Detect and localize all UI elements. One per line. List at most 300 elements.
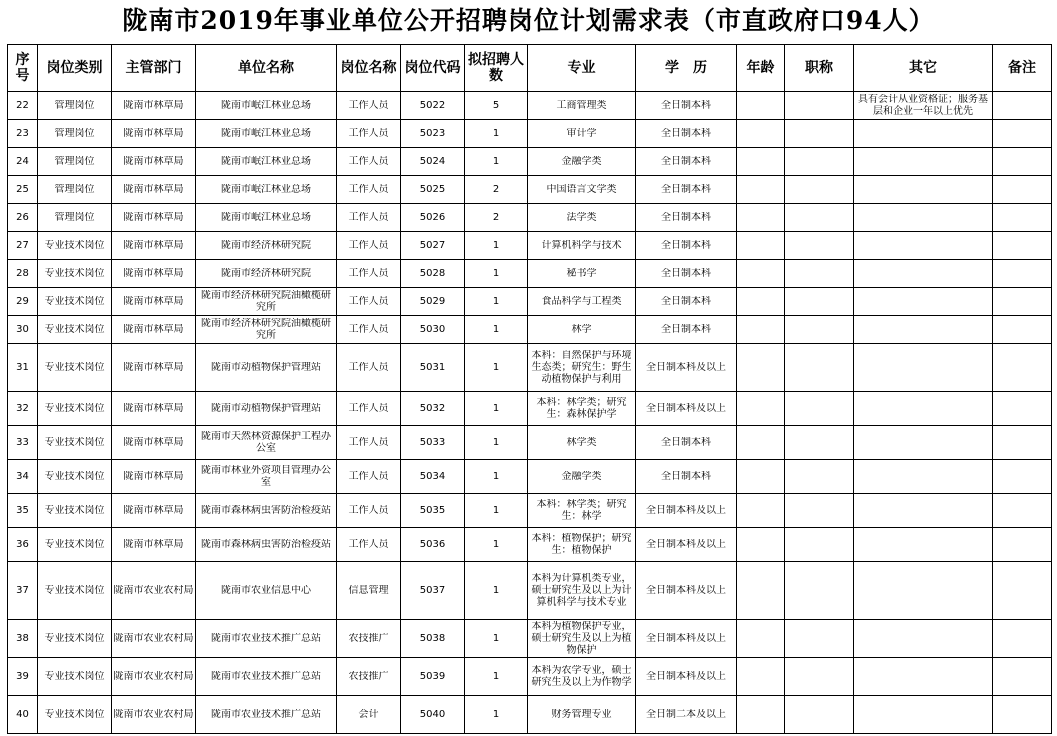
cell-major-text: 计算机科学与技术: [541, 239, 622, 251]
cell-code-text: 5039: [419, 670, 446, 682]
cell-code-text: 5025: [419, 183, 446, 195]
cell-age: [737, 620, 785, 658]
cell-major-text: 本科：自然保护与环境生态类；研究生：野生动植物保护与利用: [531, 349, 632, 385]
header-position: 岗位名称: [337, 45, 401, 92]
cell-unit-text: 陇南市农业信息中心: [221, 584, 311, 596]
cell-code: [401, 392, 465, 426]
cell-title: [785, 288, 854, 316]
cell-education-text: 全日制本科: [661, 295, 711, 307]
cell-remark: [993, 620, 1052, 658]
cell-title: [785, 176, 854, 204]
cell-education-text: 全日制本科及以上: [646, 670, 726, 682]
cell-position: [337, 344, 401, 392]
cell-major: [528, 260, 636, 288]
cell-education-text: 全日制本科及以上: [646, 584, 726, 596]
cell-age: [737, 148, 785, 176]
cell-no: [8, 426, 38, 460]
cell-category: [38, 562, 112, 620]
cell-dept-text: 陇南市林草局: [123, 295, 184, 307]
table-row: [8, 176, 1052, 204]
cell-age: [737, 316, 785, 344]
cell-remark: [993, 426, 1052, 460]
cell-category: [38, 120, 112, 148]
cell-major: [528, 426, 636, 460]
cell-other: [854, 120, 993, 148]
cell-education: [636, 460, 737, 494]
cell-education: [636, 528, 737, 562]
header-no: 序号: [8, 45, 38, 92]
cell-no-text: 39: [16, 670, 29, 682]
cell-major-text: 中国语言文学类: [546, 183, 617, 195]
cell-position: [337, 562, 401, 620]
cell-no: [8, 460, 38, 494]
cell-remark: [993, 288, 1052, 316]
cell-code: [401, 620, 465, 658]
cell-other: [854, 658, 993, 696]
cell-count: [465, 288, 528, 316]
cell-count: [465, 528, 528, 562]
cell-count-text: 1: [492, 323, 500, 335]
cell-education-text: 全日制二本及以上: [646, 708, 726, 720]
cell-no: [8, 316, 38, 344]
cell-category-text: 专业技术岗位: [44, 584, 105, 596]
cell-position: [337, 426, 401, 460]
cell-major-text: 工商管理类: [556, 99, 607, 111]
cell-remark: [993, 92, 1052, 120]
cell-code-text: 5030: [419, 323, 446, 335]
cell-category: [38, 288, 112, 316]
cell-code-text: 5033: [419, 436, 446, 448]
cell-count: [465, 426, 528, 460]
cell-unit: [196, 232, 337, 260]
cell-education: [636, 344, 737, 392]
cell-code: [401, 120, 465, 148]
cell-dept: [112, 426, 196, 460]
table-row: [8, 148, 1052, 176]
cell-unit: [196, 260, 337, 288]
cell-dept-text: 陇南市农业农村局: [113, 708, 194, 720]
cell-category-text: 专业技术岗位: [44, 670, 105, 682]
cell-education-text: 全日制本科及以上: [646, 538, 726, 550]
table-row: [8, 562, 1052, 620]
cell-title: [785, 232, 854, 260]
table-row: [8, 460, 1052, 494]
cell-other: [854, 260, 993, 288]
cell-major: [528, 658, 636, 696]
cell-position-text: 工作人员: [348, 504, 389, 516]
table-row: [8, 528, 1052, 562]
cell-no-text: 34: [16, 470, 29, 482]
cell-category-text: 专业技术岗位: [44, 538, 105, 550]
cell-other: [854, 562, 993, 620]
cell-unit: [196, 176, 337, 204]
cell-education: [636, 260, 737, 288]
cell-dept: [112, 528, 196, 562]
cell-category-text: 专业技术岗位: [44, 402, 105, 414]
cell-code: [401, 344, 465, 392]
cell-remark: [993, 260, 1052, 288]
cell-code: [401, 176, 465, 204]
cell-dept-text: 陇南市林草局: [123, 183, 184, 195]
table-row: [8, 120, 1052, 148]
cell-category: [38, 344, 112, 392]
cell-no-text: 40: [16, 708, 29, 720]
cell-category-text: 专业技术岗位: [44, 323, 105, 335]
cell-no-text: 23: [16, 127, 29, 139]
cell-position: [337, 392, 401, 426]
cell-no-text: 22: [16, 99, 29, 111]
cell-dept-text: 陇南市林草局: [123, 470, 184, 482]
cell-count-text: 1: [492, 436, 500, 448]
cell-count: [465, 92, 528, 120]
cell-code: [401, 204, 465, 232]
cell-category: [38, 494, 112, 528]
cell-major-text: 财务管理专业: [551, 708, 612, 720]
cell-dept-text: 陇南市林草局: [123, 436, 184, 448]
table-row: [8, 92, 1052, 120]
cell-code: [401, 92, 465, 120]
cell-no-text: 38: [16, 632, 29, 644]
cell-title: [785, 620, 854, 658]
header-major: 专业: [528, 45, 636, 92]
cell-count-text: 1: [492, 670, 500, 682]
cell-major: [528, 562, 636, 620]
cell-no-text: 28: [16, 267, 29, 279]
cell-dept-text: 陇南市林草局: [123, 504, 184, 516]
cell-count: [465, 176, 528, 204]
cell-major: [528, 392, 636, 426]
cell-other: [854, 344, 993, 392]
cell-remark: [993, 494, 1052, 528]
cell-education: [636, 658, 737, 696]
cell-no: [8, 344, 38, 392]
cell-age: [737, 288, 785, 316]
cell-code-text: 5037: [419, 584, 446, 596]
table-row: [8, 392, 1052, 426]
cell-code: [401, 696, 465, 734]
table-row: [8, 288, 1052, 316]
cell-no-text: 36: [16, 538, 29, 550]
cell-category: [38, 528, 112, 562]
cell-age: [737, 392, 785, 426]
cell-count: [465, 120, 528, 148]
cell-count-text: 1: [492, 239, 500, 251]
cell-code: [401, 232, 465, 260]
cell-other: [854, 426, 993, 460]
cell-no: [8, 562, 38, 620]
cell-category: [38, 392, 112, 426]
cell-dept-text: 陇南市林草局: [123, 538, 184, 550]
cell-unit-text: 陇南市动植物保护管理站: [211, 402, 321, 414]
cell-code-text: 5038: [419, 632, 446, 644]
cell-major-text: 本科为计算机类专业，硕士研究生及以上为计算机科学与技术专业: [531, 572, 632, 608]
cell-count: [465, 260, 528, 288]
cell-title: [785, 316, 854, 344]
cell-other: [854, 176, 993, 204]
cell-title: [785, 696, 854, 734]
cell-major-text: 本科：林学类；研究生：林学: [536, 498, 627, 522]
cell-category: [38, 658, 112, 696]
table-row: [8, 204, 1052, 232]
header-count: 拟招聘人数: [465, 45, 528, 92]
cell-category-text: 管理岗位: [54, 155, 95, 167]
cell-position: [337, 494, 401, 528]
cell-unit: [196, 344, 337, 392]
cell-code-text: 5031: [419, 361, 446, 373]
cell-code: [401, 426, 465, 460]
cell-age: [737, 494, 785, 528]
cell-education-text: 全日制本科及以上: [646, 361, 726, 373]
cell-education: [636, 204, 737, 232]
cell-position-text: 会计: [358, 708, 379, 720]
cell-title: [785, 344, 854, 392]
cell-title: [785, 658, 854, 696]
cell-unit-text: 陇南市森林病虫害防治检疫站: [201, 538, 331, 550]
cell-code: [401, 288, 465, 316]
cell-position: [337, 460, 401, 494]
cell-count-text: 1: [492, 267, 500, 279]
cell-other: [854, 288, 993, 316]
cell-unit: [196, 696, 337, 734]
header-age: 年龄: [737, 45, 785, 92]
cell-dept: [112, 204, 196, 232]
header-unit: 单位名称: [196, 45, 337, 92]
cell-position-text: 工作人员: [348, 323, 389, 335]
cell-unit: [196, 494, 337, 528]
cell-unit-text: 陇南市岷江林业总场: [221, 183, 311, 195]
header-category: 岗位类别: [38, 45, 112, 92]
cell-major: [528, 176, 636, 204]
cell-unit-text: 陇南市经济林研究院油橄榄研究所: [201, 317, 331, 341]
cell-other: [854, 204, 993, 232]
cell-other: [854, 92, 993, 120]
cell-dept-text: 陇南市林草局: [123, 267, 184, 279]
cell-major-text: 审计学: [566, 127, 597, 139]
cell-dept: [112, 316, 196, 344]
cell-category: [38, 232, 112, 260]
cell-count-text: 1: [492, 402, 500, 414]
cell-major: [528, 120, 636, 148]
cell-no: [8, 528, 38, 562]
cell-age: [737, 232, 785, 260]
cell-age: [737, 528, 785, 562]
cell-no: [8, 120, 38, 148]
cell-education: [636, 426, 737, 460]
cell-age: [737, 120, 785, 148]
cell-position-text: 工作人员: [348, 239, 389, 251]
cell-code-text: 5023: [419, 127, 446, 139]
cell-dept-text: 陇南市林草局: [123, 211, 184, 223]
cell-dept-text: 陇南市林草局: [123, 127, 184, 139]
cell-unit: [196, 288, 337, 316]
cell-dept: [112, 460, 196, 494]
cell-major: [528, 696, 636, 734]
cell-unit-text: 陇南市经济林研究院: [221, 239, 311, 251]
cell-title: [785, 120, 854, 148]
cell-position: [337, 232, 401, 260]
cell-position: [337, 288, 401, 316]
cell-dept: [112, 92, 196, 120]
cell-unit-text: 陇南市农业技术推广总站: [211, 632, 321, 644]
cell-position-text: 农技推广: [348, 670, 389, 682]
cell-major-text: 本科：林学类；研究生：森林保护学: [536, 396, 627, 420]
cell-category-text: 专业技术岗位: [44, 239, 105, 251]
cell-education: [636, 120, 737, 148]
table-row: [8, 620, 1052, 658]
cell-major-text: 林学: [571, 323, 592, 335]
cell-age: [737, 260, 785, 288]
cell-code-text: 5036: [419, 538, 446, 550]
cell-dept: [112, 260, 196, 288]
cell-position: [337, 260, 401, 288]
cell-major-text: 本科为农学专业，硕士研究生及以上为作物学: [531, 664, 632, 688]
cell-dept: [112, 658, 196, 696]
cell-other: [854, 148, 993, 176]
cell-education-text: 全日制本科: [661, 436, 711, 448]
cell-count: [465, 620, 528, 658]
cell-count-text: 2: [492, 183, 500, 195]
cell-code: [401, 562, 465, 620]
cell-unit: [196, 120, 337, 148]
cell-no: [8, 658, 38, 696]
cell-count: [465, 460, 528, 494]
cell-category-text: 专业技术岗位: [44, 295, 105, 307]
cell-unit-text: 陇南市森林病虫害防治检疫站: [201, 504, 331, 516]
cell-age: [737, 696, 785, 734]
cell-count: [465, 344, 528, 392]
cell-dept-text: 陇南市林草局: [123, 361, 184, 373]
cell-position-text: 工作人员: [348, 361, 389, 373]
cell-education: [636, 176, 737, 204]
cell-count-text: 1: [492, 361, 500, 373]
cell-major-text: 食品科学与工程类: [541, 295, 622, 307]
cell-no-text: 30: [16, 323, 29, 335]
cell-other: [854, 494, 993, 528]
table-row: [8, 658, 1052, 696]
cell-position: [337, 316, 401, 344]
cell-age: [737, 344, 785, 392]
cell-education-text: 全日制本科: [661, 470, 711, 482]
cell-other: [854, 316, 993, 344]
cell-position-text: 工作人员: [348, 127, 389, 139]
cell-unit: [196, 620, 337, 658]
cell-education: [636, 232, 737, 260]
cell-position: [337, 696, 401, 734]
cell-count-text: 1: [492, 504, 500, 516]
cell-remark: [993, 562, 1052, 620]
cell-no: [8, 288, 38, 316]
cell-title: [785, 260, 854, 288]
cell-position-text: 工作人员: [348, 155, 389, 167]
cell-no-text: 31: [16, 361, 29, 373]
cell-unit: [196, 562, 337, 620]
table-row: [8, 260, 1052, 288]
cell-title: [785, 562, 854, 620]
header-row: [8, 45, 1052, 92]
cell-no: [8, 232, 38, 260]
cell-dept: [112, 344, 196, 392]
cell-count-text: 1: [492, 127, 500, 139]
cell-education-text: 全日制本科: [661, 267, 711, 279]
cell-unit: [196, 528, 337, 562]
cell-age: [737, 176, 785, 204]
cell-category-text: 管理岗位: [54, 183, 95, 195]
cell-no-text: 33: [16, 436, 29, 448]
cell-education: [636, 696, 737, 734]
cell-no: [8, 620, 38, 658]
cell-remark: [993, 204, 1052, 232]
cell-no: [8, 494, 38, 528]
cell-dept-text: 陇南市林草局: [123, 323, 184, 335]
cell-category: [38, 176, 112, 204]
cell-count: [465, 658, 528, 696]
cell-count-text: 1: [492, 295, 500, 307]
cell-count: [465, 316, 528, 344]
cell-education: [636, 288, 737, 316]
cell-major: [528, 232, 636, 260]
cell-other: [854, 392, 993, 426]
cell-unit-text: 陇南市林业外资项目管理办公室: [201, 464, 331, 488]
cell-major: [528, 620, 636, 658]
cell-dept: [112, 288, 196, 316]
cell-unit: [196, 658, 337, 696]
cell-code-text: 5028: [419, 267, 446, 279]
cell-remark: [993, 120, 1052, 148]
cell-no: [8, 204, 38, 232]
cell-dept: [112, 176, 196, 204]
cell-title: [785, 426, 854, 460]
cell-no-text: 32: [16, 402, 29, 414]
cell-title: [785, 204, 854, 232]
cell-category: [38, 460, 112, 494]
cell-remark: [993, 528, 1052, 562]
cell-unit: [196, 392, 337, 426]
cell-position-text: 工作人员: [348, 470, 389, 482]
cell-major: [528, 494, 636, 528]
cell-category: [38, 260, 112, 288]
cell-position-text: 工作人员: [348, 295, 389, 307]
cell-unit-text: 陇南市经济林研究院: [221, 267, 311, 279]
cell-category: [38, 426, 112, 460]
cell-count: [465, 232, 528, 260]
cell-major-text: 本科为植物保护专业，硕士研究生及以上为植物保护: [531, 620, 632, 656]
cell-age: [737, 92, 785, 120]
cell-unit: [196, 92, 337, 120]
cell-education: [636, 316, 737, 344]
header-title: 职称: [785, 45, 854, 92]
cell-code-text: 5027: [419, 239, 446, 251]
cell-code-text: 5035: [419, 504, 446, 516]
cell-remark: [993, 460, 1052, 494]
cell-title: [785, 148, 854, 176]
cell-unit-text: 陇南市岷江林业总场: [221, 127, 311, 139]
cell-category-text: 专业技术岗位: [44, 361, 105, 373]
cell-count-text: 1: [492, 584, 500, 596]
cell-dept: [112, 120, 196, 148]
cell-code: [401, 316, 465, 344]
cell-dept-text: 陇南市农业农村局: [113, 670, 194, 682]
cell-other: [854, 232, 993, 260]
cell-position-text: 工作人员: [348, 211, 389, 223]
cell-age: [737, 204, 785, 232]
cell-count: [465, 204, 528, 232]
cell-education: [636, 148, 737, 176]
cell-code: [401, 460, 465, 494]
header-education: 学 历: [636, 45, 737, 92]
cell-major-text: 金融学类: [561, 155, 602, 167]
cell-other: [854, 620, 993, 658]
cell-category: [38, 316, 112, 344]
